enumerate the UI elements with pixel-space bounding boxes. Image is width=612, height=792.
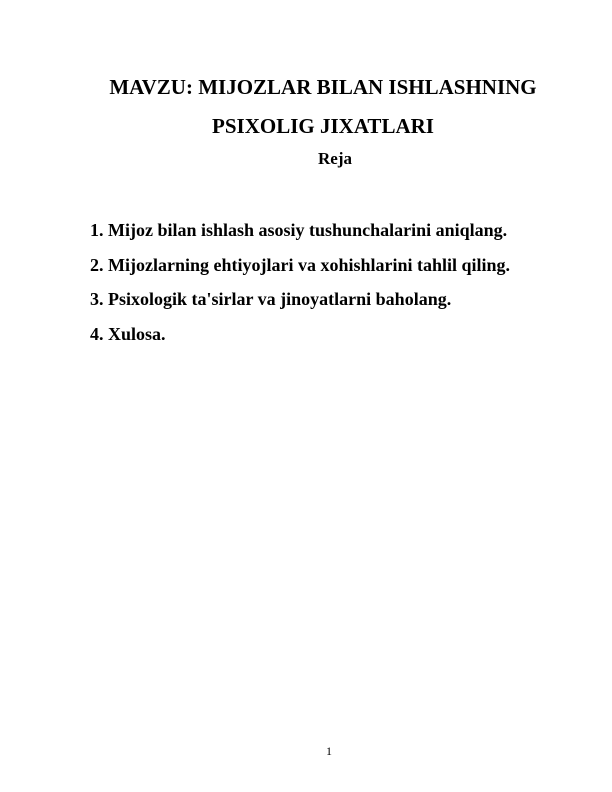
page-title-line-1: MAVZU: MIJOZLAR BILAN ISHLASHNING	[109, 75, 537, 99]
page-title-line-2: PSIXOLIG JIXATLARI	[212, 114, 434, 138]
plan-item-2: 2. Mijozlarning ehtiyojlari va xohishlarini tahlil qiling.	[90, 254, 511, 275]
page-number: 1	[326, 744, 332, 758]
plan-item-4: 4. Xulosa.	[90, 323, 166, 344]
plan-item-3: 3. Psixologik ta'sirlar va jinoyatlarni baholang.	[90, 289, 452, 309]
plan-heading: Reja	[318, 149, 352, 168]
plan-list	[90, 220, 510, 358]
plan-item-1: 1. Mijoz bilan ishlash asosiy tushunchalarini aniqlang.	[90, 220, 508, 240]
